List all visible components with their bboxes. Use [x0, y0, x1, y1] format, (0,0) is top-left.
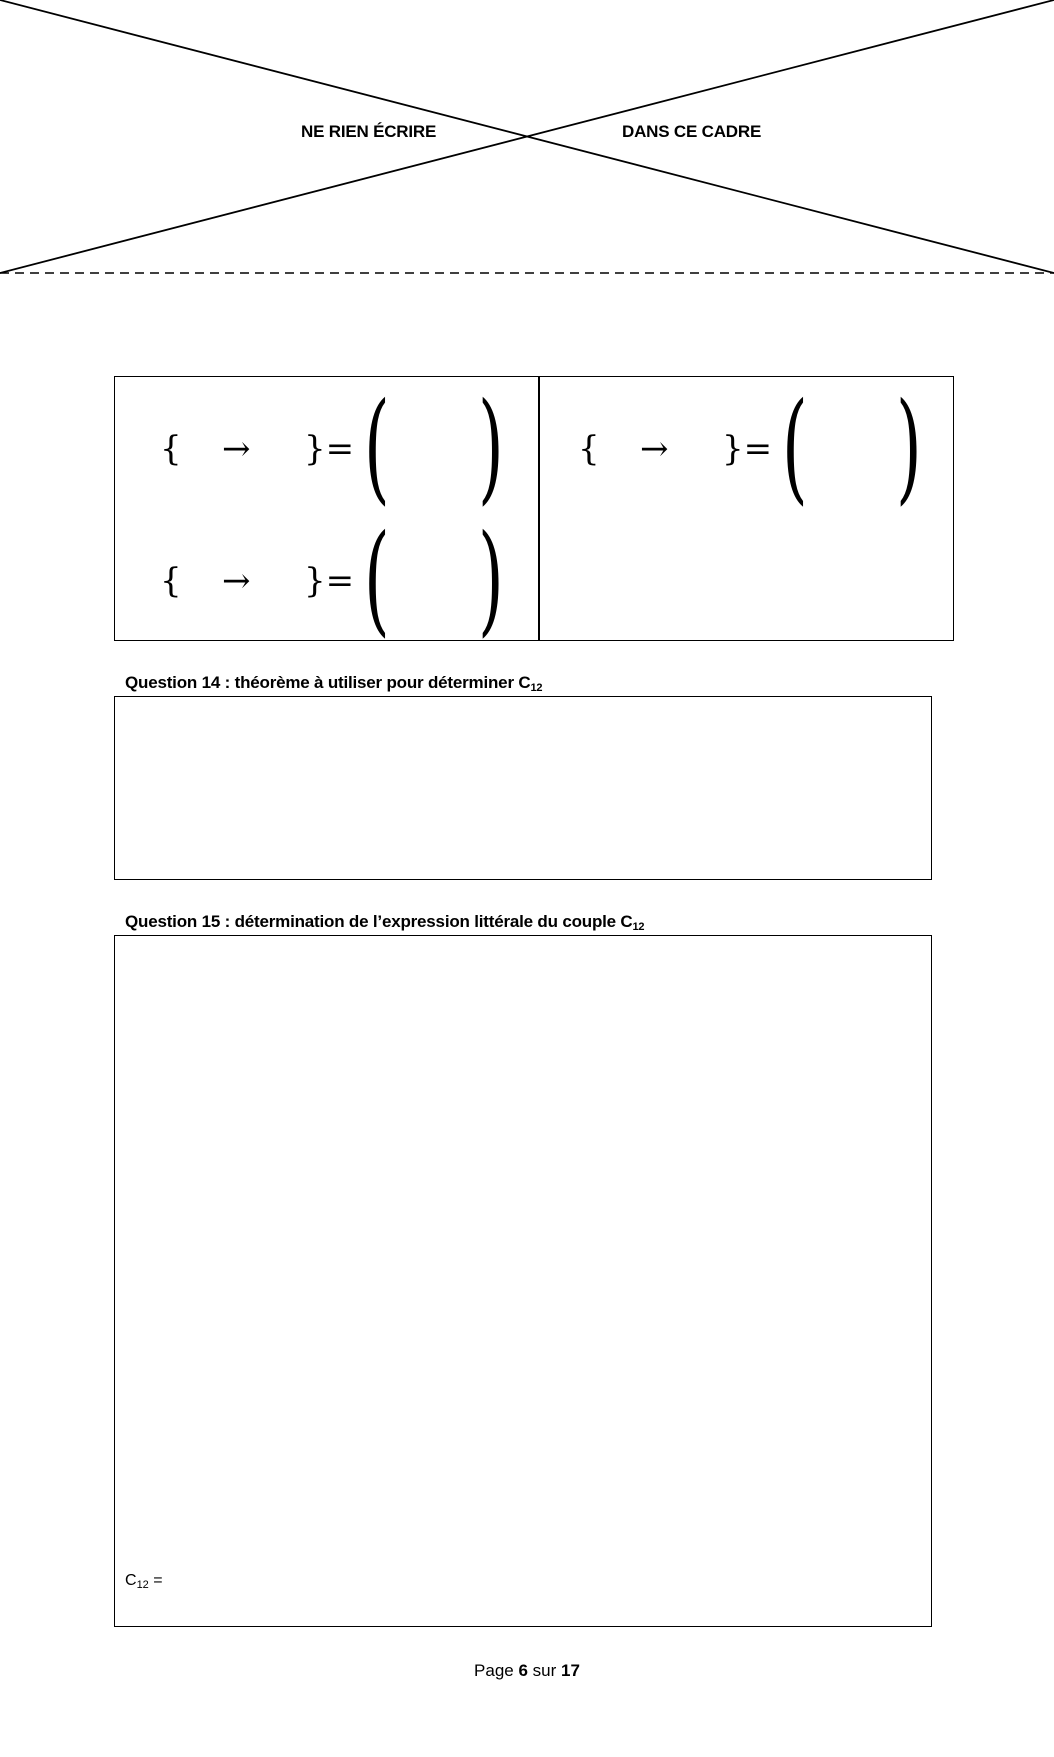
c12-subscript: 12: [136, 1579, 149, 1591]
question-15-label: Question 15 : détermination de l’expression littérale du couple C: [125, 912, 633, 931]
question-15-title: [125, 912, 644, 933]
torsor-1-arrow: →: [222, 429, 251, 469]
question-15-answer-box[interactable]: [114, 935, 932, 1627]
torsor-3-open-brace: {: [160, 561, 182, 601]
question-14-title: [125, 673, 542, 694]
c12-prefix: C: [125, 1572, 137, 1589]
torsor-1-open-brace: {: [160, 429, 182, 469]
question-14-label: Question 14 : théorème à utiliser pour déterminer C: [125, 673, 531, 692]
torsor-3-matrix-close: ): [478, 510, 504, 649]
torsor-2-matrix-open: (: [782, 378, 808, 517]
torsor-3-matrix-open: (: [364, 510, 390, 649]
torsor-2-arrow: →: [640, 429, 669, 469]
footer-total-pages: 17: [561, 1661, 580, 1680]
torsor-1-matrix-close: ): [478, 378, 504, 517]
torsor-2-matrix-close: ): [896, 378, 922, 517]
torsor-2-close-equal: }=: [722, 429, 773, 469]
torsor-3-arrow: →: [222, 561, 251, 601]
torsor-table: [114, 376, 954, 649]
c12-equals: =: [148, 1572, 163, 1589]
footer-page-number: 6: [518, 1661, 528, 1680]
torsor-3-close-equal: }=: [304, 561, 355, 601]
question-15-subscript: 12: [632, 921, 645, 933]
header-cross-frame: [0, 0, 1054, 280]
torsor-1-close-equal: }=: [304, 429, 355, 469]
torsor-1-matrix-open: (: [364, 378, 390, 517]
question-14-answer-box[interactable]: [114, 696, 932, 880]
torsor-2-open-brace: {: [578, 429, 600, 469]
header-right-text: DANS CE CADRE: [622, 122, 762, 141]
torsor-table-divider: [538, 377, 540, 640]
c12-result-line: [125, 1572, 163, 1591]
question-14-subscript: 12: [530, 682, 543, 694]
header-left-text: NE RIEN ÉCRIRE: [301, 122, 437, 141]
footer-page-word: Page: [474, 1661, 514, 1680]
page-footer: [0, 1661, 1054, 1681]
footer-separator: sur: [532, 1661, 557, 1680]
